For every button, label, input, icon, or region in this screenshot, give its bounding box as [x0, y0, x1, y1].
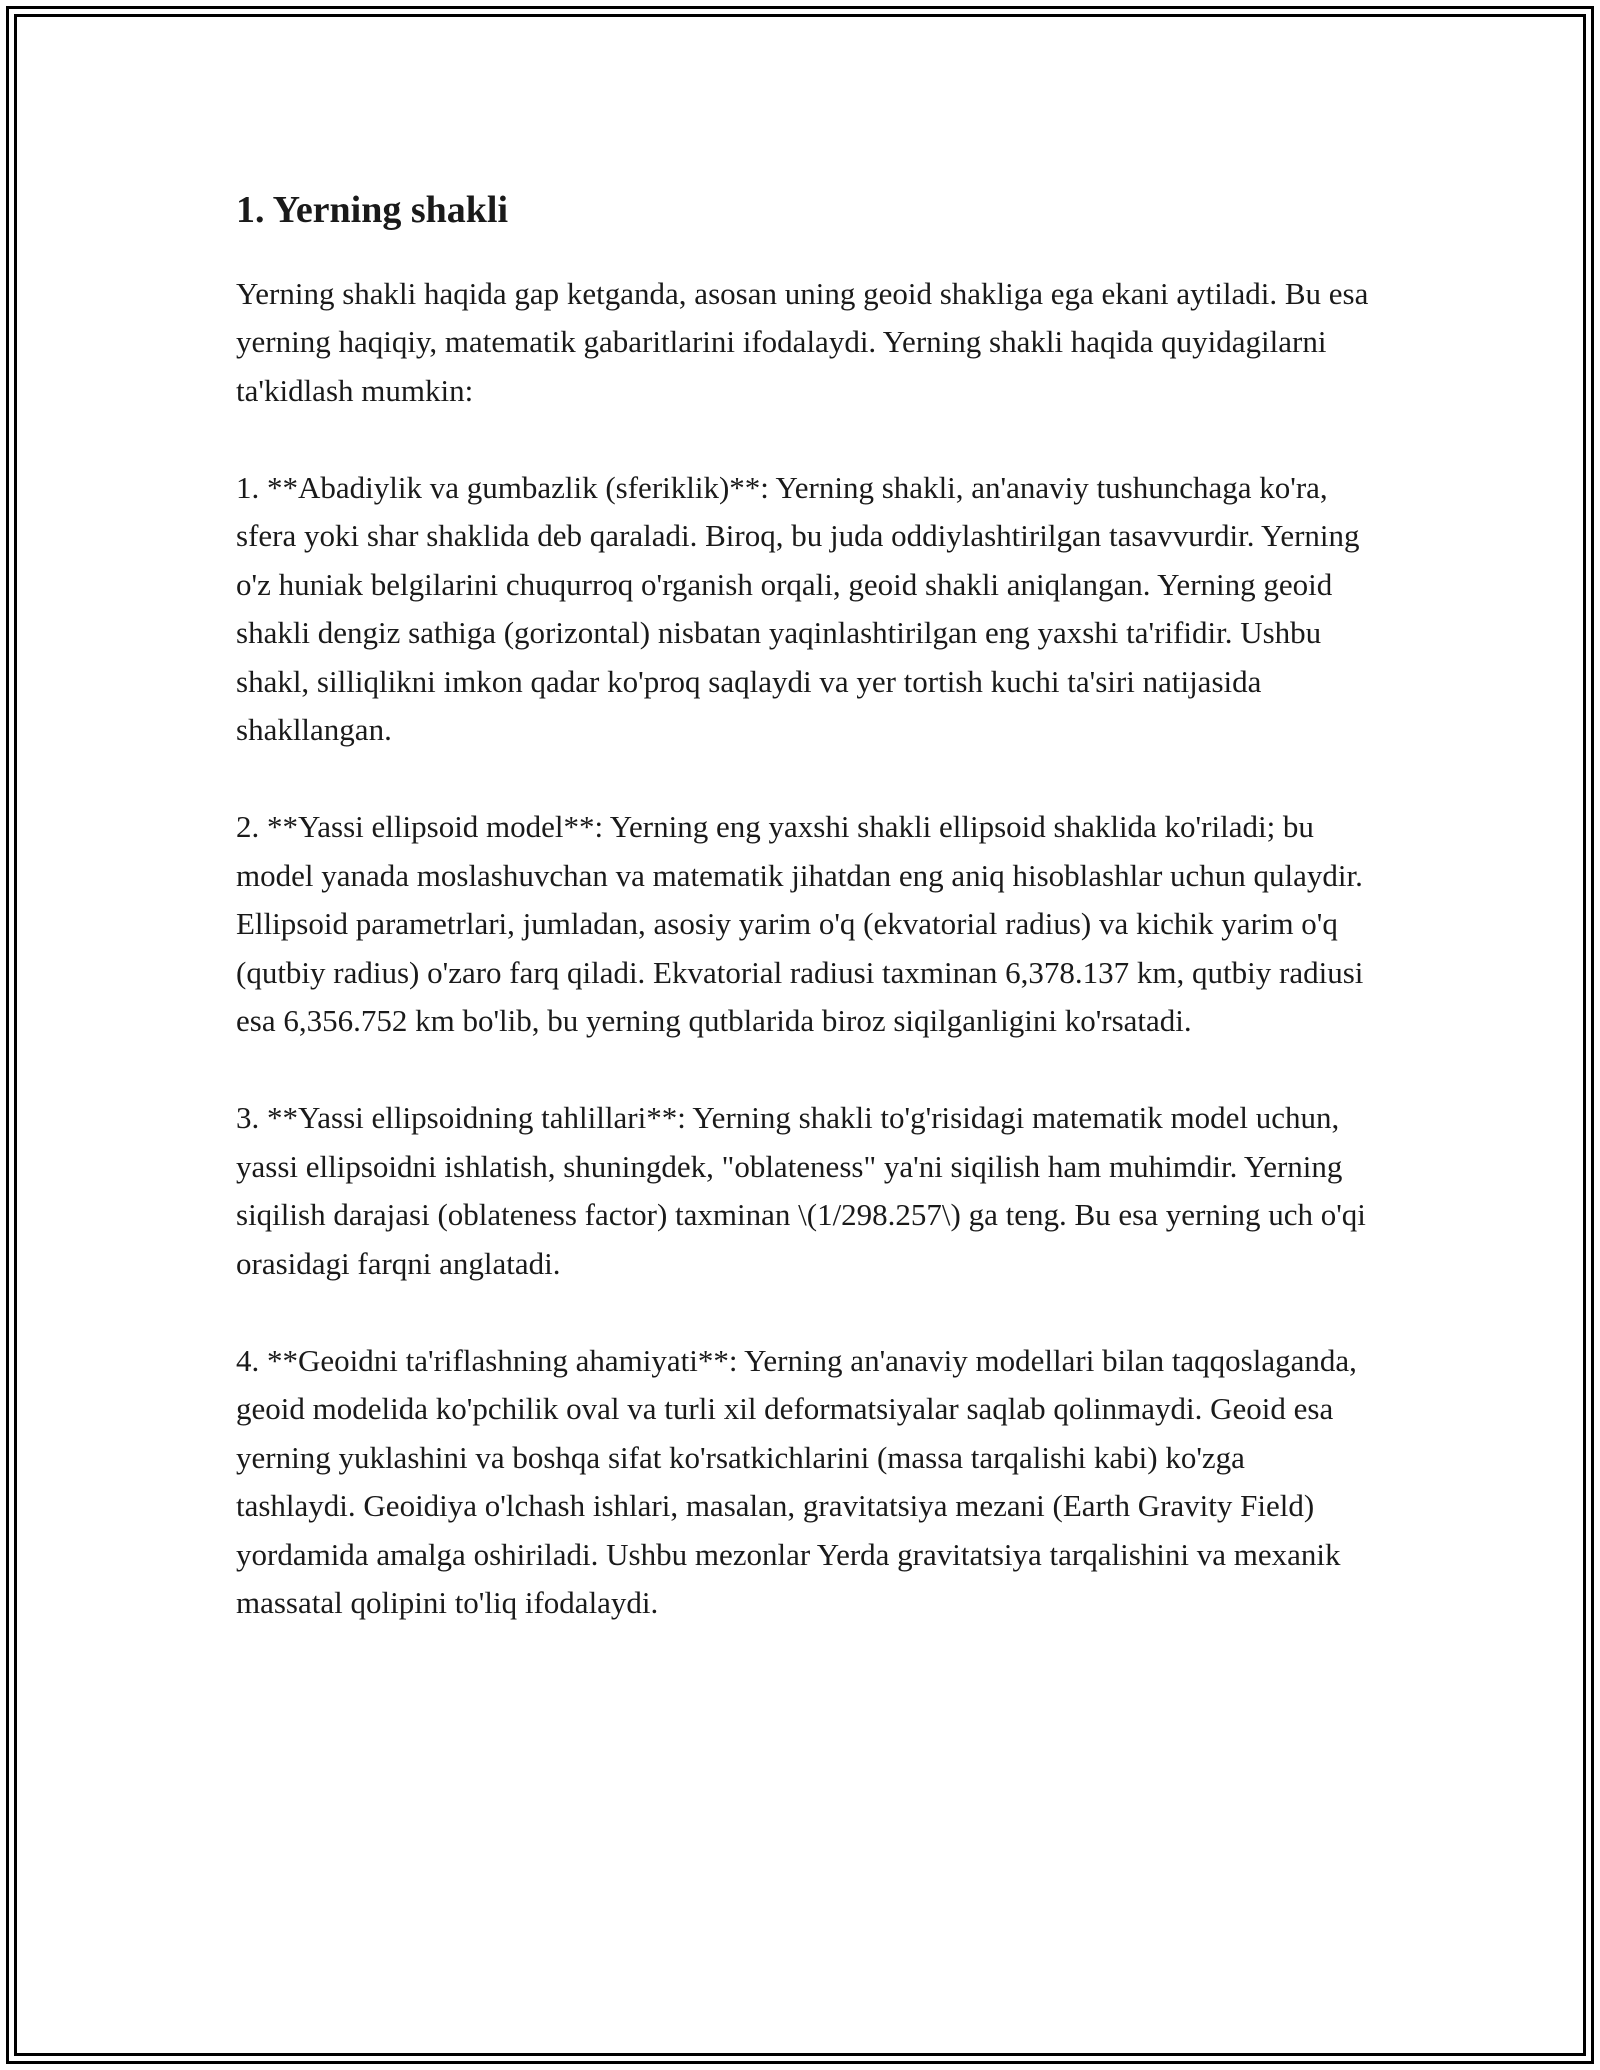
intro-paragraph: Yerning shakli haqida gap ketganda, asosan uning geoid shakliga ega ekani aytiladi. Bu esa yerning haqiqiy, matematik gabaritlarini ifodalaydi. Yerning shakli haqida quyidagilarni ta'kidlash mumkin:	[236, 275, 1369, 408]
paragraph-geoid-importance: 4. **Geoidni ta'riflashning ahamiyati**: Yerning an'anaviy modellari bilan taqqoslaganda, geoid modelida ko'pchilik oval va turli xil deformatsiyalar saqlab qolinmaydi. Geoid esa yerning yuklashini va boshqa sifat ko'rsatkichlarini (massa tarqalishi kabi) ko'zga tashlaydi. Geoidiya o'lchash ishlari, masalan, gravitatsiya mezani (Earth Gravity Field) yordamida amalga oshiriladi. Ushbu mezonlar Yerda gravitatsiya tarqalishini va mexanik massatal qolipini to'liq ifodalaydi.	[236, 1342, 1357, 1621]
paragraph-sphericity: 1. **Abadiylik va gumbazlik (sferiklik)**: Yerning shakli, an'anaviy tushunchaga ko'ra, sfera yoki shar shaklida deb qaraladi. Biroq, bu juda oddiylashtirilgan tasavvurdir. Yerning o'z huniak belgilarini chuqurroq o'rganish orqali, geoid shakli aniqlangan. Yerning geoid shakli dengiz sathiga (gorizontal) nisbatan yaqinlashtirilgan eng yaxshi ta'rifidir. Ushbu shakl, silliqlikni imkon qadar ko'proq saqlaydi va yer tortish kuchi ta'siri natijasida shakllangan.	[236, 469, 1360, 748]
paragraph-ellipsoid-analysis: 3. **Yassi ellipsoidning tahlillari**: Yerning shakli to'g'risidagi matematik model uchun, yassi ellipsoidni ishlatish, shuningdek, "oblateness" ya'ni siqilish ham muhimdir. Yerning siqilish darajasi (oblateness factor) taxminan \(1/298.257\) ga teng. Bu esa yerning uch o'qi orasidagi farqni anglatadi.	[236, 1100, 1366, 1281]
section-heading: 1. Yerning shakli	[236, 189, 509, 231]
document-body	[236, 180, 1370, 1676]
paragraph-ellipsoid-model: 2. **Yassi ellipsoid model**: Yerning eng yaxshi shakli ellipsoid shaklida ko'riladi; bu model yanada moslashuvchan va matematik jihatdan eng aniq hisoblashlar uchun qulaydir. Ellipsoid parametrlari, jumladan, asosiy yarim o'q (ekvatorial radius) va kichik yarim o'q (qutbiy radius) o'zaro farq qiladi. Ekvatorial radiusi taxminan 6,378.137 km, qutbiy radiusi esa 6,356.752 km bo'lib, bu yerning qutblarida biroz siqilganligini ko'rsatadi.	[236, 809, 1364, 1039]
